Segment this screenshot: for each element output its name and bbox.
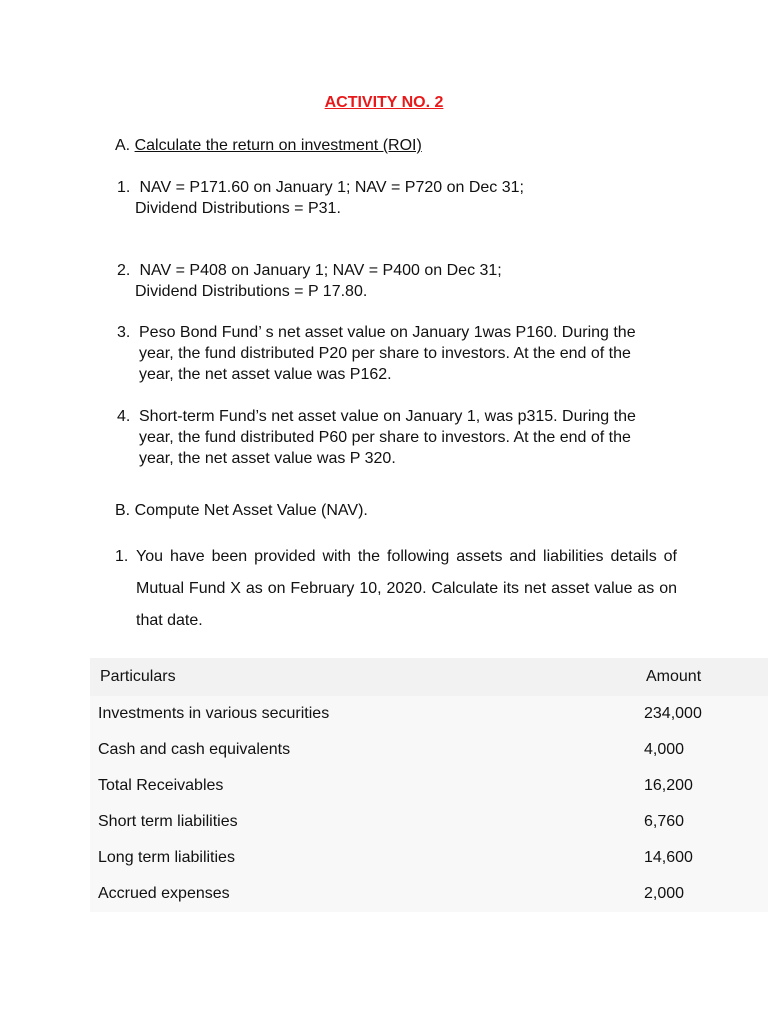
question-number: 1. xyxy=(115,548,129,565)
question-a3 xyxy=(117,322,665,385)
cell-amount: 16,200 xyxy=(644,777,693,794)
section-b-heading: B. Compute Net Asset Value (NAV). xyxy=(115,502,368,519)
section-a-letter: A. xyxy=(115,137,135,154)
cell-particular: Long term liabilities xyxy=(98,849,235,866)
cell-particular: Total Receivables xyxy=(98,777,224,794)
cell-amount: 4,000 xyxy=(644,741,685,758)
question-a4 xyxy=(117,406,665,469)
question-a2 xyxy=(117,260,677,302)
cell-amount: 14,600 xyxy=(644,849,693,866)
question-number: 2. xyxy=(117,262,131,279)
section-a-title: Calculate the return on investment (ROI) xyxy=(134,137,422,154)
table-row xyxy=(90,876,768,912)
question-number: 3. xyxy=(117,324,131,341)
question-number: 4. xyxy=(117,408,131,425)
question-number: 1. xyxy=(117,179,131,196)
question-line: Dividend Distributions = P 17.80. xyxy=(135,283,368,300)
table-header-row xyxy=(90,658,768,696)
cell-particular: Investments in various securities xyxy=(98,705,330,722)
nav-table xyxy=(90,658,768,912)
header-particulars: Particulars xyxy=(100,668,176,685)
table-row xyxy=(90,840,768,876)
section-a-heading xyxy=(115,137,422,155)
question-text: Peso Bond Fund’ s net asset value on January 1was P160. During the year, the fund distributed P20 per share to investors. At the end of the year, the net asset value was P162. xyxy=(139,324,636,383)
question-text: Short-term Fund’s net asset value on January 1, was p315. During the year, the fund distributed P60 per share to investors. At the end of the year, the net asset value was P 320. xyxy=(139,408,636,467)
question-line: NAV = P408 on January 1; NAV = P400 on Dec 31; xyxy=(139,262,502,279)
table-row xyxy=(90,732,768,768)
question-text: You have been provided with the following assets and liabilities details of Mutual Fund X as on February 10, 2020. Calculate its net asset value as on that date. xyxy=(136,548,677,629)
cell-amount: 2,000 xyxy=(644,885,685,902)
table-row xyxy=(90,768,768,804)
question-line: Dividend Distributions = P31. xyxy=(135,200,341,217)
cell-amount: 6,760 xyxy=(644,813,685,830)
cell-particular: Short term liabilities xyxy=(98,813,238,830)
question-b1 xyxy=(115,541,677,637)
header-amount: Amount xyxy=(646,668,702,685)
question-a1 xyxy=(117,177,677,219)
cell-amount: 234,000 xyxy=(644,705,702,722)
question-line: NAV = P171.60 on January 1; NAV = P720 on Dec 31; xyxy=(139,179,524,196)
table-row xyxy=(90,696,768,732)
table-row xyxy=(90,804,768,840)
cell-particular: Accrued expenses xyxy=(98,885,230,902)
activity-title: ACTIVITY NO. 2 xyxy=(324,94,444,111)
cell-particular: Cash and cash equivalents xyxy=(98,741,291,758)
